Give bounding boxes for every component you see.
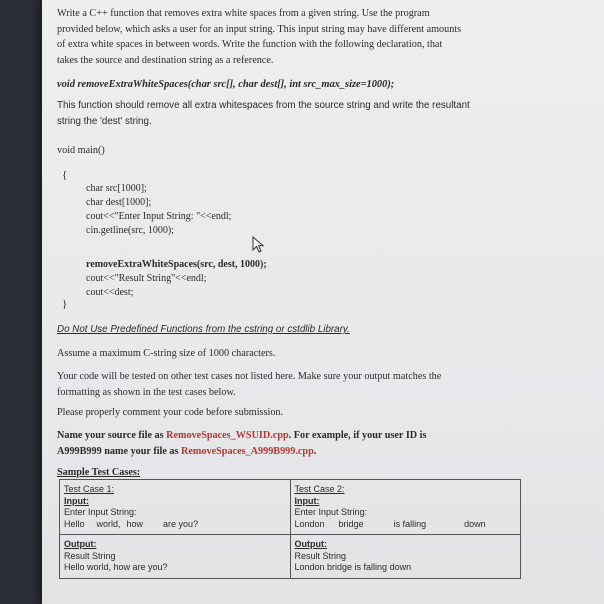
input-word: London	[294, 518, 325, 529]
naming-line-2	[57, 444, 316, 460]
intro-line-3: of extra white spaces in between words. Write the function with the following declaration, that	[57, 39, 443, 50]
comment-note: Please properly comment your code before submission.	[57, 407, 284, 418]
naming-text: Name your source file as	[57, 430, 167, 441]
test-case-2-title: Test Case 2:	[294, 484, 345, 494]
test-case-2-input-label: Input:	[294, 495, 320, 506]
naming-line-1	[57, 428, 426, 444]
tested-line-1: Your code will be tested on other test cases not listed here. Make sure your output matches the	[57, 371, 442, 382]
intro-line-4: takes the source and destination string as a reference.	[57, 54, 274, 66]
library-rule: Do Not Use Predefined Functions from the cstring or cstdlib Library.	[57, 324, 350, 335]
document-page	[42, 0, 604, 604]
filename-template: RemoveSpaces_WSUID.cpp	[166, 430, 289, 441]
code-line-7: cout<<dest;	[86, 287, 134, 298]
code-line-3: cout<<"Enter Input String: "<<endl;	[86, 211, 232, 222]
assume-note: Assume a maximum C-string size of 1000 characters.	[57, 348, 276, 359]
input-word: bridge	[338, 518, 364, 529]
test-case-2-output-cell	[290, 535, 521, 579]
main-signature: void main()	[57, 145, 105, 156]
mouse-cursor-icon	[252, 236, 266, 254]
code-line-1: char src[1000];	[86, 183, 147, 194]
intro-line-1: Write a C++ function that removes extra white spaces from a given string. Use the program	[57, 8, 430, 19]
tested-line-2: formatting as shown in the test cases below.	[57, 386, 236, 398]
test-case-2-result-label: Result String	[294, 550, 347, 561]
test-case-1-input-label: Input:	[64, 495, 89, 506]
description-line-1: This function should remove all extra whitespaces from the source string and write the resultant	[57, 100, 470, 111]
test-cases-table	[59, 479, 521, 579]
input-word: Hello	[64, 518, 85, 529]
input-word: is falling	[393, 518, 427, 529]
open-brace: {	[62, 169, 68, 181]
table-row	[60, 535, 521, 579]
code-line-4: cin.getline(src, 1000);	[86, 225, 175, 236]
input-word: down	[464, 518, 486, 529]
sample-heading: Sample Test Cases:	[57, 467, 141, 478]
test-case-2-input	[295, 519, 517, 531]
table-row	[60, 480, 521, 535]
code-line-6: cout<<"Result String"<<endl;	[86, 273, 207, 284]
close-brace: }	[62, 298, 68, 310]
naming-text: .	[313, 445, 317, 457]
test-case-2-prompt: Enter Input String:	[294, 507, 368, 517]
test-case-1-title: Test Case 1:	[64, 484, 115, 494]
function-call-line: removeExtraWhiteSpaces(src, dest, 1000);	[86, 259, 267, 270]
filename-example: RemoveSpaces_A999B999.cpp	[181, 445, 314, 457]
test-case-2-input-cell	[290, 480, 521, 535]
test-case-2-output-label: Output:	[294, 539, 327, 549]
test-case-1-prompt: Enter Input String:	[64, 507, 137, 517]
intro-line-2: provided below, which asks a user for an input string. This input string may have different amounts	[57, 23, 462, 35]
function-declaration: void removeExtraWhiteSpaces(char src[], char dest[], int src_max_size=1000);	[57, 79, 395, 90]
naming-text: A999B999 name your file as	[57, 445, 182, 457]
test-case-1-output-cell	[60, 535, 291, 579]
test-case-1-result-label: Result String	[64, 550, 116, 561]
test-case-1-input	[64, 519, 286, 531]
test-case-1-output-label: Output:	[64, 539, 97, 549]
code-line-2: char dest[1000];	[86, 197, 152, 208]
input-word: how	[126, 518, 144, 529]
test-case-1-input-cell	[60, 480, 291, 535]
input-word: are you?	[163, 518, 199, 529]
input-word: world,	[96, 518, 121, 529]
test-case-1-result: Hello world, how are you?	[64, 562, 168, 572]
naming-text: . For example, if your user ID is	[288, 430, 427, 441]
description-line-2: string the 'dest' string.	[57, 116, 152, 127]
test-case-2-result: London bridge is falling down	[294, 562, 412, 572]
